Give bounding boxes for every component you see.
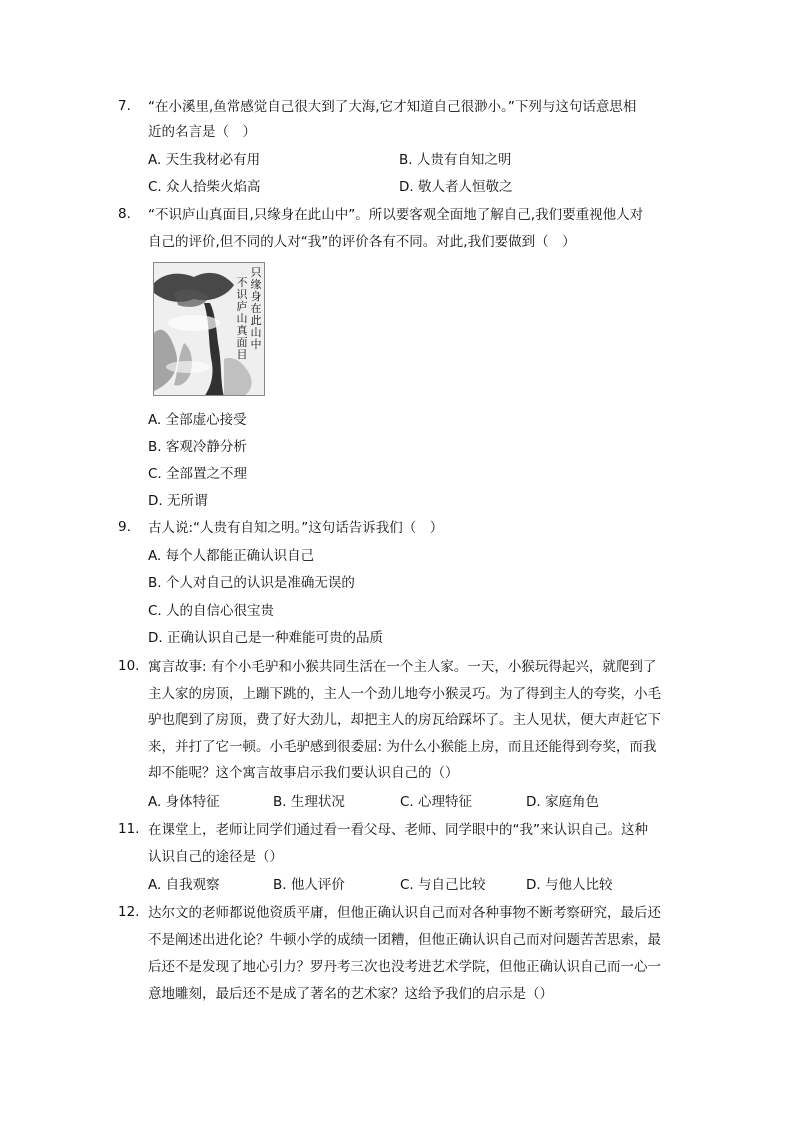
option-c: C. 众人拾柴火焰高 [148, 179, 261, 195]
question-text: “不识庐山真面目,只缘身在此山中”。所以要客观全面地了解自己,我们要重视他人对 [148, 207, 644, 223]
question-text: 在课堂上，老师让同学们通过看一看父母、老师、同学眼中的“我”来认识自己。这种 [148, 822, 648, 838]
poem-column-right: 只缘身在此山中 [250, 266, 262, 351]
lushan-ink-painting [153, 262, 265, 396]
option-a: A. 全部虚心接受 [148, 412, 247, 428]
option-b: B. 个人对自己的认识是准确无误的 [148, 575, 355, 591]
question-text: 来，并打了它一顿。小毛驴感到很委屈: 为什么小猴能上房，而且还能得到夸奖，而我 [148, 739, 657, 755]
option-c: C. 心理特征 [400, 794, 473, 810]
option-a: A. 天生我材必有用 [148, 152, 261, 168]
option-a: A. 自我观察 [148, 877, 220, 893]
option-a: A. 每个人都能正确认识自己 [148, 548, 315, 564]
option-b: B. 人贵有自知之明 [399, 152, 512, 168]
option-d: D. 家庭角色 [526, 794, 599, 810]
question-number: 10. [118, 658, 140, 674]
question-text: 自己的评价,但不同的人对“我”的评价各有不同。对此,我们要做到（ ） [148, 234, 576, 250]
option-b: B. 客观冷静分析 [148, 439, 247, 455]
question-text: 认识自己的途径是（） [148, 849, 283, 865]
question-text: 不是阐述出进化论？牛顿小学的成绩一团糟，但他正确认识自己而对问题苦苦思索，最 [148, 932, 661, 948]
question-text: 达尔文的老师都说他资质平庸，但他正确认识自己而对各种事物不断考察研究，最后还 [148, 905, 661, 921]
question-number: 9. [118, 519, 131, 535]
option-c: C. 与自己比较 [400, 877, 486, 893]
question-text: “在小溪里,鱼常感觉自己很大到了大海,它才知道自己很渺小。”下列与这句话意思相 [148, 99, 637, 115]
option-a: A. 身体特征 [148, 794, 220, 810]
question-text: 主人家的房顶，上蹦下跳的，主人一个劲儿地夸小猴灵巧。为了得到主人的夸奖，小毛 [148, 686, 661, 702]
question-text: 意地雕刻，最后还不是成了著名的艺术家？这给予我们的启示是（） [148, 986, 553, 1002]
poem-column-left: 不识庐山真面目 [236, 276, 248, 361]
option-d: D. 与他人比较 [526, 877, 613, 893]
question-number: 7. [118, 98, 131, 114]
question-text: 却不能呢？这个寓言故事启示我们要认识自己的（） [148, 765, 459, 781]
question-number: 8. [118, 206, 131, 222]
question-text: 驴也爬到了房顶，费了好大劲儿，却把主人的房瓦给踩坏了。主人见状，便大声赶它下 [148, 712, 661, 728]
option-d: D. 敬人者人恒敬之 [399, 179, 513, 195]
question-text: 寓言故事: 有个小毛驴和小猴共同生活在一个主人家。一天，小猴玩得起兴，就爬到了 [148, 659, 657, 675]
question-text: 古人说:“人贵有自知之明。”这句话告诉我们（ ） [148, 520, 444, 536]
option-b: B. 他人评价 [273, 877, 345, 893]
option-b: B. 生理状况 [273, 794, 345, 810]
question-text: 后还不是发现了地心引力？罗丹考三次也没考进艺术学院，但他正确认识自己而一心一 [148, 959, 661, 975]
question-number: 11. [118, 821, 140, 837]
question-number: 12. [118, 904, 140, 920]
option-d: D. 正确认识自己是一种难能可贵的品质 [148, 630, 383, 646]
question-text: 近的名言是（ ） [148, 124, 256, 140]
option-c: C. 全部置之不理 [148, 466, 248, 482]
option-c: C. 人的自信心很宝贵 [148, 603, 275, 619]
option-d: D. 无所谓 [148, 493, 208, 509]
